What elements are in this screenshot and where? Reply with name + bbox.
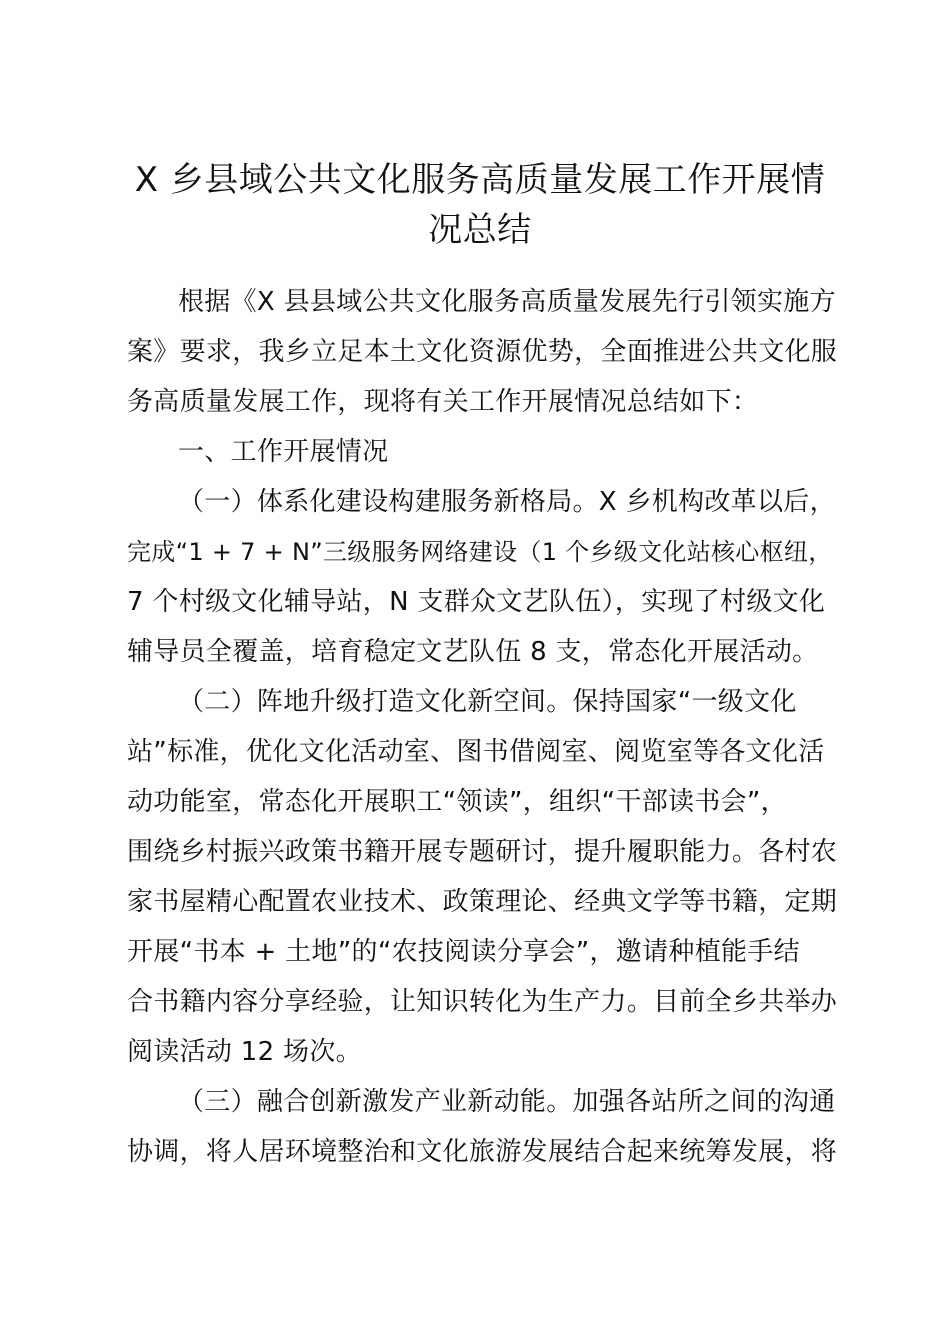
body-line-11: 动功能室，常态化开展职工“领读”，组织“干部读书会”， bbox=[127, 787, 787, 817]
body-line-17: （三）融合创新激发产业新动能。加强各站所之间的沟通 bbox=[178, 1087, 836, 1117]
body-line-3: 务高质量发展工作，现将有关工作开展情况总结如下： bbox=[127, 387, 759, 417]
body-line-10: 站”标准，优化文化活动室、图书借阅室、阅览室等各文化活 bbox=[127, 737, 825, 767]
body-line-15: 合书籍内容分享经验，让知识转化为生产力。目前全乡共举办 bbox=[127, 987, 838, 1017]
body-line-16: 阅读活动 12 场次。 bbox=[127, 1037, 362, 1067]
body-line-7: 7 个村级文化辅导站，N 支群众文艺队伍），实现了村级文化 bbox=[127, 587, 826, 617]
body-line-8: 辅导员全覆盖，培育稳定文艺队伍 8 支，常态化开展活动。 bbox=[127, 637, 819, 667]
body-line-1: 根据《X 县县域公共文化服务高质量发展先行引领实施方 bbox=[178, 287, 836, 317]
body-line-6: 完成“1 + 7 + N”三级服务网络建设（1 个乡级文化站核心枢纽， bbox=[127, 538, 833, 566]
body-line-2: 案》要求，我乡立足本土文化资源优势，全面推进公共文化服 bbox=[127, 337, 838, 367]
document-title-line-1: X 乡县域公共文化服务高质量发展工作开展情 bbox=[134, 160, 826, 200]
body-line-18: 协调，将人居环境整治和文化旅游发展结合起来统筹发展，将 bbox=[127, 1137, 838, 1167]
body-line-9: （二）阵地升级打造文化新空间。保持国家“一级文化 bbox=[178, 687, 797, 717]
body-line-14: 开展“书本 + 土地”的“农技阅读分享会”，邀请种植能手结 bbox=[127, 937, 800, 967]
body-line-12: 围绕乡村振兴政策书籍开展专题研讨，提升履职能力。各村农 bbox=[127, 837, 838, 867]
section-heading-1: 一、工作开展情况 bbox=[178, 437, 389, 467]
body-line-5: （一）体系化建设构建服务新格局。X 乡机构改革以后， bbox=[178, 487, 836, 517]
document-title-line-2: 况总结 bbox=[428, 210, 532, 250]
body-line-13: 家书屋精心配置农业技术、政策理论、经典文学等书籍，定期 bbox=[127, 887, 838, 917]
